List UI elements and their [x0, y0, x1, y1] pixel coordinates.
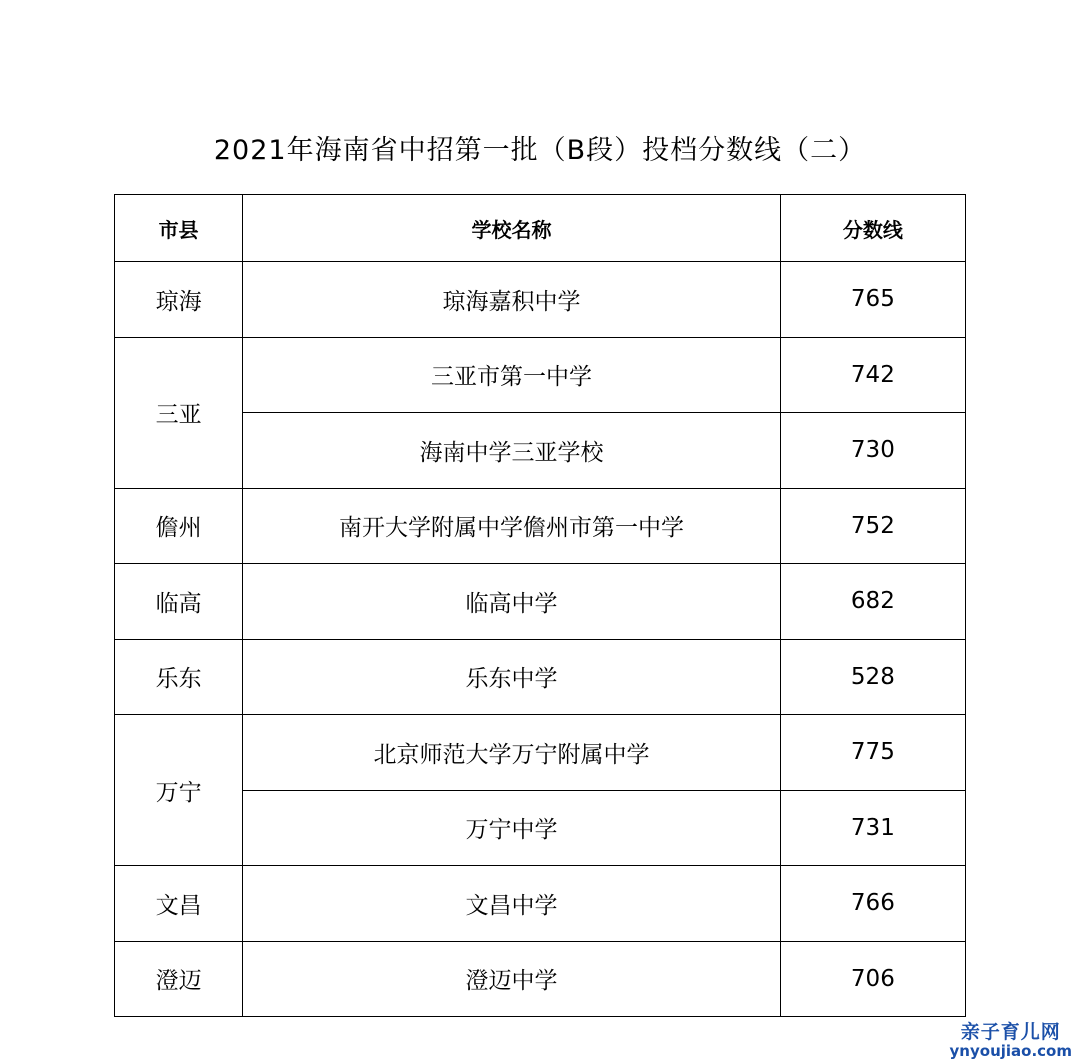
- table-row: [115, 790, 966, 866]
- city-cell: 乐东: [115, 639, 243, 715]
- table-row: [115, 639, 966, 715]
- score-cell: 528: [780, 639, 965, 715]
- score-cell: 775: [780, 715, 965, 791]
- table-row: [115, 337, 966, 413]
- watermark-name: 亲子育儿网: [960, 1021, 1061, 1043]
- table-row: [115, 715, 966, 791]
- school-cell: 澄迈中学: [243, 941, 781, 1017]
- score-cell: 730: [780, 413, 965, 489]
- city-cell: 三亚: [115, 337, 243, 488]
- city-cell: 琼海: [115, 262, 243, 338]
- score-cell: 742: [780, 337, 965, 413]
- table-row: [115, 262, 966, 338]
- table-row: [115, 413, 966, 489]
- header-school: 学校名称: [243, 195, 781, 262]
- score-table: [114, 194, 966, 1017]
- score-cell: 706: [780, 941, 965, 1017]
- score-cell: 752: [780, 488, 965, 564]
- table-row: [115, 866, 966, 942]
- table-row: [115, 488, 966, 564]
- score-cell: 766: [780, 866, 965, 942]
- score-cell: 765: [780, 262, 965, 338]
- city-cell: 儋州: [115, 488, 243, 564]
- school-cell: 乐东中学: [243, 639, 781, 715]
- city-cell: 临高: [115, 564, 243, 640]
- school-cell: 三亚市第一中学: [243, 337, 781, 413]
- city-cell: 文昌: [115, 866, 243, 942]
- watermark-url: ynyoujiao.com: [949, 1042, 1072, 1060]
- school-cell: 文昌中学: [243, 866, 781, 942]
- city-cell: 万宁: [115, 715, 243, 866]
- school-cell: 琼海嘉积中学: [243, 262, 781, 338]
- table-row: [115, 941, 966, 1017]
- school-cell: 海南中学三亚学校: [243, 413, 781, 489]
- school-cell: 南开大学附属中学儋州市第一中学: [243, 488, 781, 564]
- header-score: 分数线: [780, 195, 965, 262]
- school-cell: 临高中学: [243, 564, 781, 640]
- table-row: [115, 564, 966, 640]
- city-cell: 澄迈: [115, 941, 243, 1017]
- school-cell: 北京师范大学万宁附属中学: [243, 715, 781, 791]
- table-header-row: [115, 195, 966, 262]
- site-watermark: [950, 1023, 1072, 1059]
- score-cell: 682: [780, 564, 965, 640]
- school-cell: 万宁中学: [243, 790, 781, 866]
- document-title: 2021年海南省中招第一批（B段）投档分数线（二）: [213, 135, 867, 166]
- score-cell: 731: [780, 790, 965, 866]
- header-city: 市县: [115, 195, 243, 262]
